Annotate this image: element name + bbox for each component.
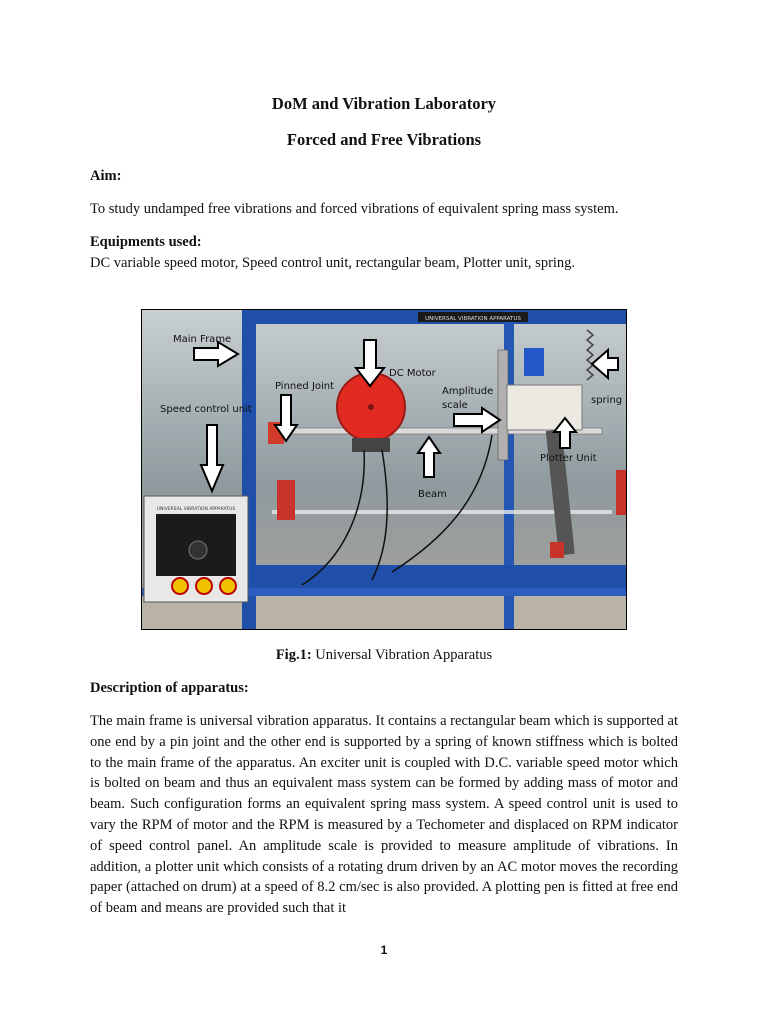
plotter-motor [524,348,544,376]
apparatus-banner-text: UNIVERSAL VIBRATION APPARATUS [425,316,521,322]
page-number: 1 [380,943,388,957]
figure-caption-label: Fig.1: [275,647,312,663]
label-main-frame: Main Frame [173,334,232,345]
label-amplitude: Amplitude [442,386,494,397]
label-plotter-unit: Plotter Unit [540,453,597,464]
label-dc-motor: DC Motor [389,368,436,379]
speed-knob [189,541,207,559]
apparatus-figure [141,309,627,630]
description-paragraph: The main frame is universal vibration apparatus. It contains a rectangular beam which is supported at one end by a pin joint and the other end is supported by a spring of known stiffness which is bolted to the main frame of the apparatus. An exciter unit is coupled with D.C. variable speed motor which is bolted on beam and thus an equivalent mass system can be formed by adding mass of motor and beam. Such configuration forms an equivalent spring mass system. A speed control unit is used to vary the RPM of motor and the RPM is measured by a Techometer and displaced on RPM indicator of speed control panel. An amplitude scale is provided to measure amplitude of vibrations. In addition, a plotter unit which consists of a rotating drum driven by an AC motor moves the recording paper (attached on drum) at a speed of 8.2 cm/sec is also provided. A plotting pen is fitted at free end of beam and means are provided such that it [90,713,678,917]
label-pinned-joint: Pinned Joint [275,381,335,392]
plotter-drum [507,385,582,430]
equipments-text: DC variable speed motor, Speed control unit, rectangular beam, Plotter unit, spring. [90,255,576,271]
label-spring: spring [591,395,623,406]
label-speed-control-unit: Speed control unit [160,404,252,415]
label-beam: Beam [418,489,447,500]
equipments-heading: Equipments used: [90,234,202,250]
speed-control-panel-label: UNIVERSAL VIBRATION APPARATUS [156,507,236,512]
figure-caption-text: Universal Vibration Apparatus [311,647,493,663]
document-title: DoM and Vibration Laboratory [271,94,497,113]
aim-heading: Aim: [90,168,122,184]
description-heading: Description of apparatus: [90,680,249,696]
figure-caption [0,647,768,664]
label-amplitude-scale: scale [442,400,468,411]
aim-text: To study undamped free vibrations and forced vibrations of equivalent spring mass system. [90,201,619,217]
document-subtitle: Forced and Free Vibrations [286,130,482,149]
